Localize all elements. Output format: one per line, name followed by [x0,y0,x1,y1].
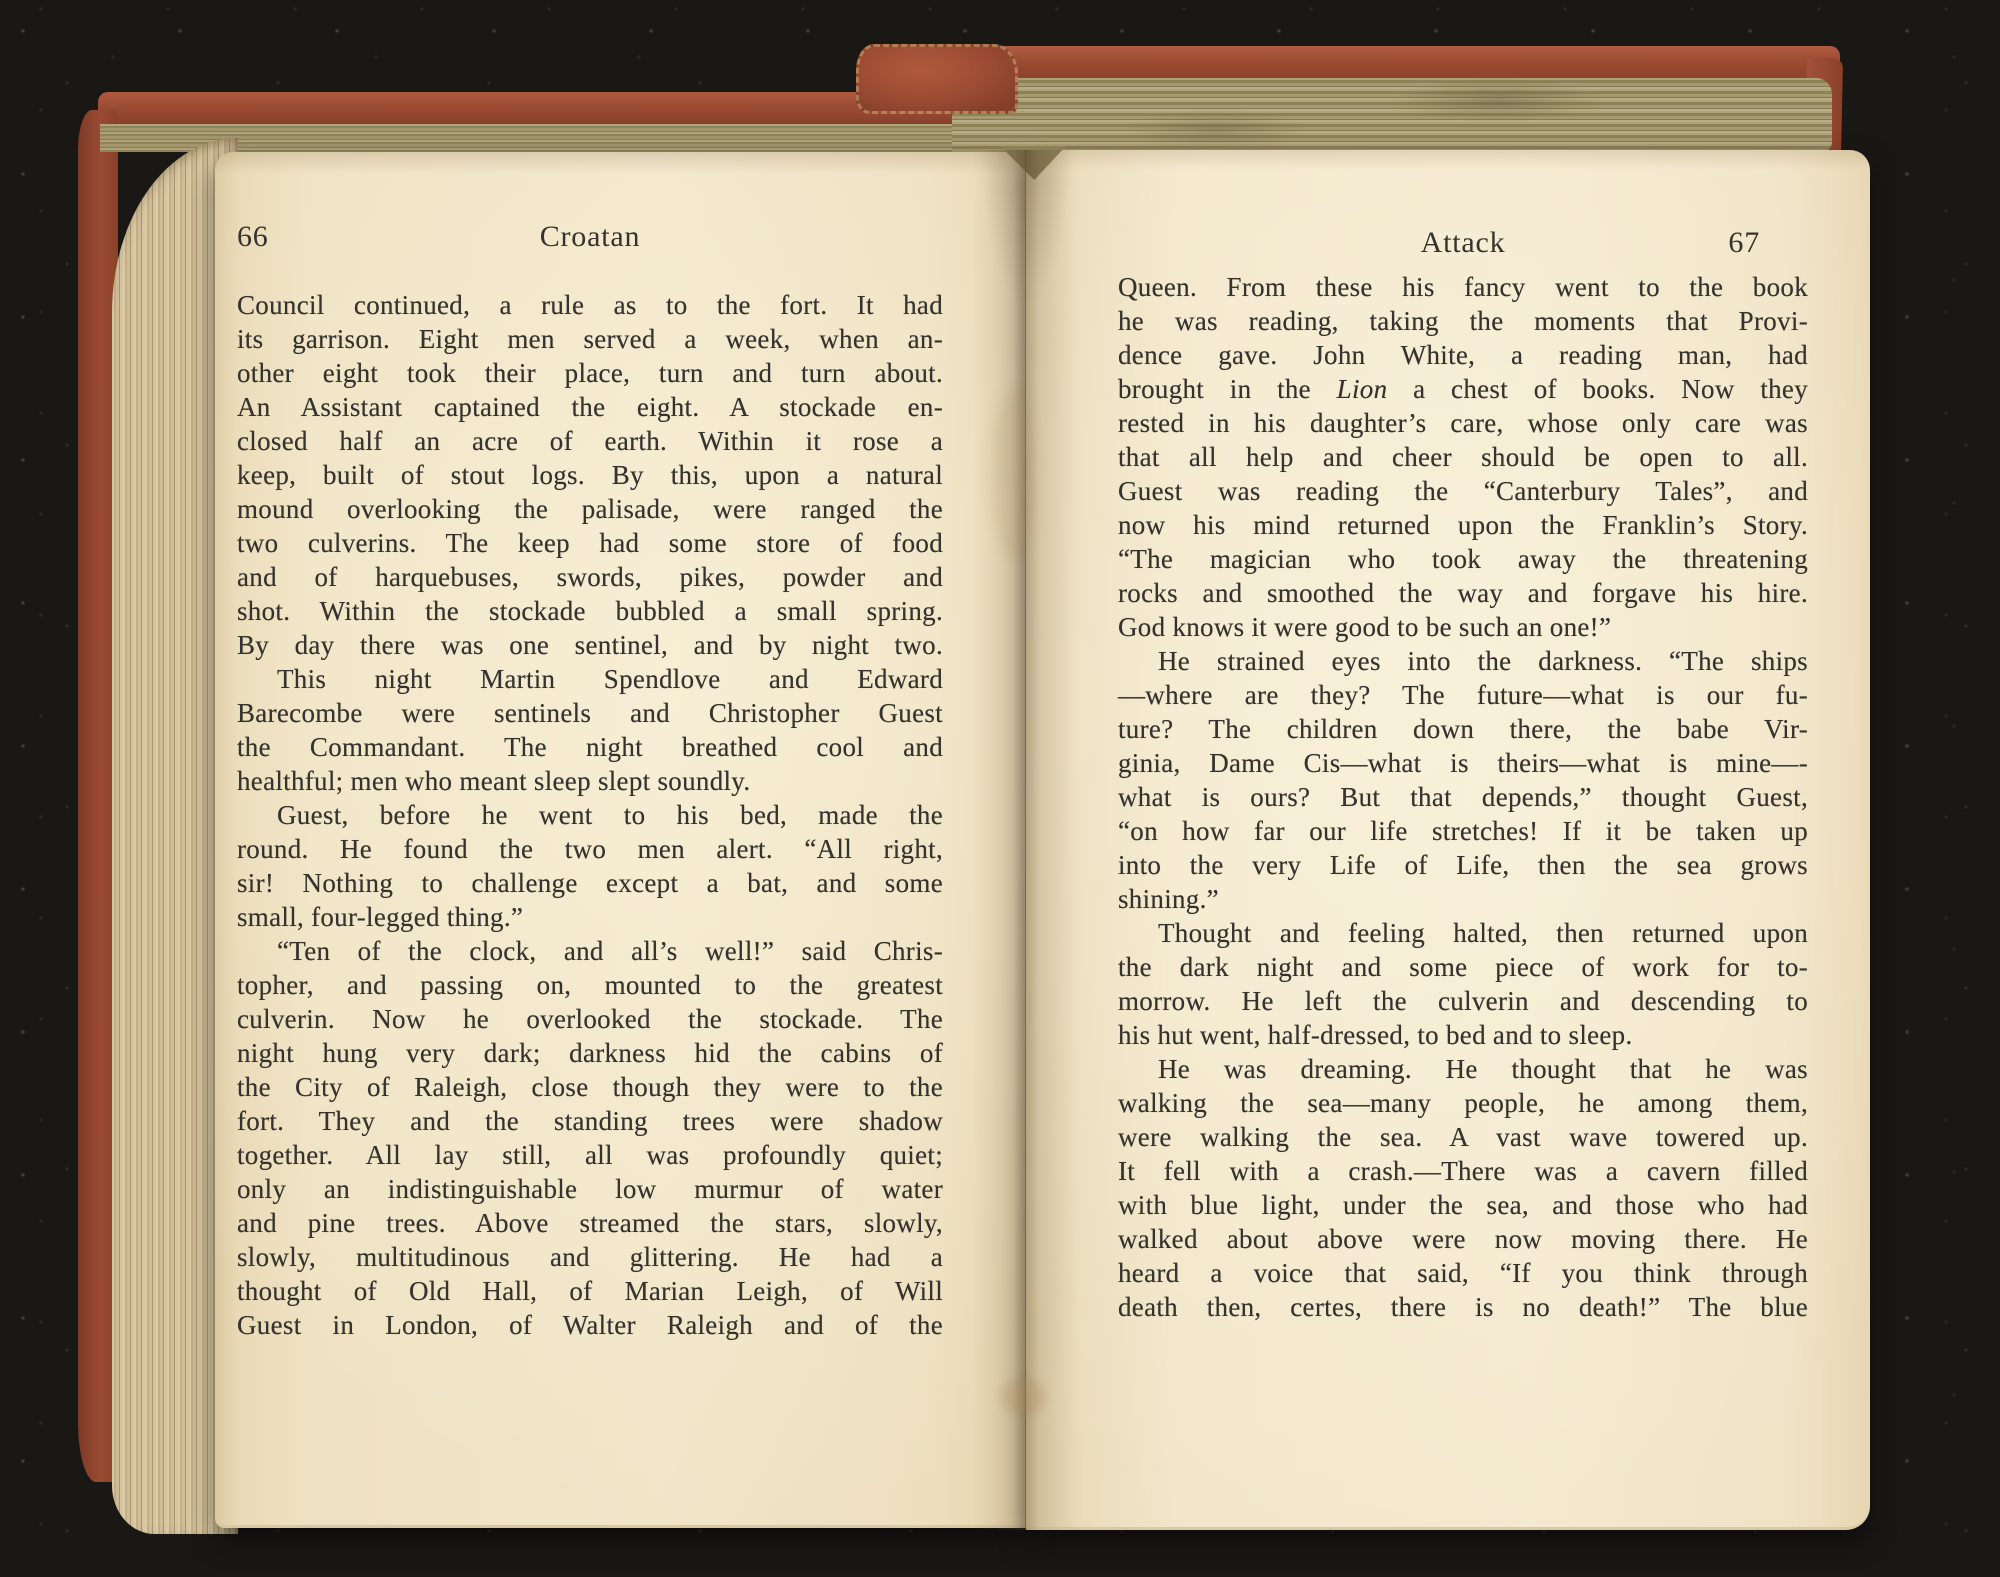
text-line: shining.” [1118,884,1219,914]
text-line: He was dreaming. He thought that he was [1158,1054,1808,1084]
paragraph [237,288,943,662]
text-line: dence gave. John White, a reading man, had [1118,340,1808,370]
text-line: keep, built of stout logs. By this, upon a natural [237,460,943,490]
text-line: brought in the Lion a chest of books. Now they [1118,374,1808,404]
right-page [1026,150,1870,1530]
text-line: He strained eyes into the darkness. “The ships [1158,646,1808,676]
right-page-header [1118,226,1808,266]
text-line: “on how far our life stretches! If it be taken up [1118,816,1808,846]
paragraph [237,798,943,934]
running-head-right: Attack [1420,226,1506,259]
text-line: Guest was reading the “Canterbury Tales”, and [1118,476,1808,506]
text-line: its garrison. Eight men served a week, when an- [237,324,943,354]
paragraph [237,662,943,798]
text-line: culverin. Now he overlooked the stockade. The [237,1004,943,1034]
text-line: heard a voice that said, “If you think through [1118,1258,1808,1288]
text-line: now his mind returned upon the Franklin’s Story. [1118,510,1808,540]
text-line: An Assistant captained the eight. A stockade en- [237,392,943,422]
text-line: sir! Nothing to challenge except a bat, and some [237,868,943,898]
text-line: walking the sea—many people, he among them, [1118,1088,1808,1118]
age-stain [992,390,1034,560]
text-line: round. He found the two men alert. “All right, [237,834,943,864]
text-line: shot. Within the stockade bubbled a small spring. [237,596,943,626]
text-line: Barecombe were sentinels and Christopher Guest [237,698,943,728]
text-line: morrow. He left the culverin and descending to [1118,986,1808,1016]
text-line: together. All lay still, all was profoundly quiet; [237,1140,943,1170]
text-line: Thought and feeling halted, then returned upon [1158,918,1808,948]
paragraph [1118,916,1808,1052]
text-line: mound overlooking the palisade, were ranged the [237,494,943,524]
text-line: with blue light, under the sea, and those who had [1118,1190,1808,1220]
page-number-right: 67 [1728,226,1760,259]
text-line: into the very Life of Life, then the sea grows [1118,850,1808,880]
paragraph [237,934,943,1342]
page-block-top-edge-right [952,78,1832,152]
text-line: ture? The children down there, the babe Vir- [1118,714,1808,744]
text-line: Queen. From these his fancy went to the book [1118,272,1808,302]
text-line: ginia, Dame Cis—what is theirs—what is mine—- [1118,748,1808,778]
text-line: This night Martin Spendlove and Edward [277,664,943,694]
text-line: the Commandant. The night breathed cool and [237,732,943,762]
text-line: that all help and cheer should be open to all. [1118,442,1808,472]
text-line: rocks and smoothed the way and forgave his hire. [1118,578,1808,608]
text-line: —where are they? The future—what is our fu- [1118,680,1808,710]
text-line: he was reading, taking the moments that Provi- [1118,306,1808,336]
text-line: walked about above were now moving there. He [1118,1224,1808,1254]
text-line: two culverins. The keep had some store of food [237,528,943,558]
text-line: other eight took their place, turn and turn about. [237,358,943,388]
text-line: closed half an acre of earth. Within it rose a [237,426,943,456]
text-line: his hut went, half-dressed, to bed and to sleep. [1118,1020,1633,1050]
right-page-text [1118,270,1808,1324]
text-line: and of harquebuses, swords, pikes, powder and [237,562,943,592]
running-head-left: Croatan [539,220,641,253]
spine-headcap [856,44,1018,114]
text-line: rested in his daughter’s care, whose only care was [1118,408,1808,438]
paragraph [1118,1052,1808,1324]
paragraph [1118,270,1808,644]
age-stain [1000,1378,1046,1416]
text-line: the dark night and some piece of work for to- [1118,952,1808,982]
text-line: By day there was one sentinel, and by night two. [237,630,943,660]
left-page-text [237,288,943,1342]
text-line: only an indistinguishable low murmur of water [237,1174,943,1204]
left-page [215,152,1026,1528]
text-line: what is ours? But that depends,” thought Guest, [1118,782,1808,812]
text-line: “The magician who took away the threatening [1118,544,1808,574]
text-line: Council continued, a rule as to the fort. It had [237,290,943,320]
text-line: topher, and passing on, mounted to the greatest [237,970,943,1000]
text-line: fort. They and the standing trees were shadow [237,1106,943,1136]
text-line: the City of Raleigh, close though they were to the [237,1072,943,1102]
text-line: healthful; men who meant sleep slept soundly. [237,766,751,796]
text-line: were walking the sea. A vast wave towered up. [1118,1122,1808,1152]
text-line: death then, certes, there is no death!” The blue [1118,1292,1808,1322]
text-line: slowly, multitudinous and glittering. He had a [237,1242,943,1272]
text-line: “Ten of the clock, and all’s well!” said Chris- [277,936,943,966]
text-line: night hung very dark; darkness hid the cabins of [237,1038,943,1068]
text-line: Guest, before he went to his bed, made the [277,800,943,830]
page-number-left: 66 [237,220,269,253]
text-line: thought of Old Hall, of Marian Leigh, of Will [237,1276,943,1306]
text-line: and pine trees. Above streamed the stars, slowly, [237,1208,943,1238]
paragraph [1118,644,1808,916]
text-line: small, four-legged thing.” [237,902,524,932]
text-line: God knows it were good to be such an one!” [1118,612,1612,642]
text-line: Guest in London, of Walter Raleigh and of the [237,1310,943,1340]
left-page-header [237,220,943,260]
text-line: It fell with a crash.—There was a cavern filled [1118,1156,1808,1186]
